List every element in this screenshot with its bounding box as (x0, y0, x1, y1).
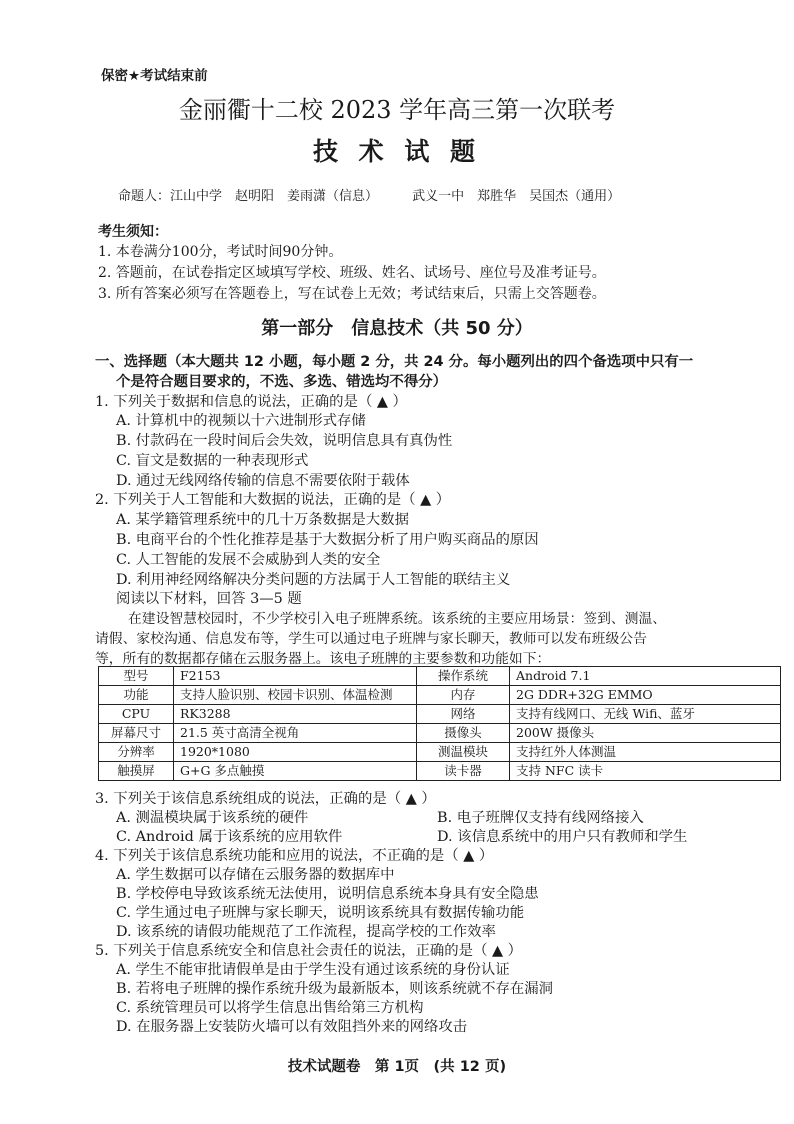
table-cell: 支持有线网口、无线 Wifi、蓝牙 (510, 705, 781, 724)
notice-heading: 考生须知： (98, 224, 168, 240)
table-row (99, 762, 781, 781)
table-row (99, 705, 781, 724)
table-cell: 摄像头 (417, 724, 510, 743)
table-cell: G+G 多点触摸 (174, 762, 417, 781)
table-cell: RK3288 (174, 705, 417, 724)
option-a: A. 测温模块属于该系统的硬件 (116, 810, 309, 826)
option-a: A. 计算机中的视频以十六进制形式存储 (116, 413, 366, 429)
option-b: B. 若将电子班牌的操作系统升级为最新版本，则该系统就不存在漏洞 (116, 981, 554, 997)
exam-subtitle: 技 术 试 题 (312, 137, 482, 166)
part-title: 第一部分 信息技术（共 50 分） (261, 318, 533, 339)
table-cell: 21.5 英寸高清全视角 (174, 724, 417, 743)
table-cell: 支持人脸识别、校园卡识别、体温检测 (174, 686, 417, 705)
option-d: D. 该系统的请假功能规范了工作流程，提高学校的工作效率 (116, 924, 496, 940)
table-cell: 支持 NFC 读卡 (510, 762, 781, 781)
table-cell: 测温模块 (417, 743, 510, 762)
question-stem: 2. 下列关于人工智能和大数据的说法，正确的是（ ▲ ） (95, 492, 451, 508)
notice-item: 3. 所有答案必须写在答题卷上，写在试卷上无效；考试结束后，只需上交答题卷。 (98, 286, 606, 302)
option-c: C. 学生通过电子班牌与家长聊天，说明该系统具有数据传输功能 (116, 905, 525, 921)
option-b: B. 学校停电导致该系统无法使用，说明信息系统本身具有安全隐患 (116, 886, 539, 902)
table-cell: 操作系统 (417, 667, 510, 686)
authors-line (118, 185, 620, 204)
option-d: D. 该信息系统中的用户只有教师和学生 (437, 829, 688, 845)
page-footer: 技术试题卷 第 1页 (共 12 页) (287, 1059, 507, 1075)
authors-general: 武义一中 郑胜华 吴国杰（通用） (412, 189, 621, 204)
table-cell: 触摸屏 (99, 762, 174, 781)
table-row (99, 667, 781, 686)
question-stem: 1. 下列关于数据和信息的说法，正确的是（ ▲ ） (95, 394, 407, 410)
option-a: A. 学生不能审批请假单是由于学生没有通过该系统的身份认证 (116, 962, 510, 978)
material-paragraph: 在建设智慧校园时，不少学校引入电子班牌系统。该系统的主要应用场景：签到、测温、 (128, 611, 667, 627)
exam-title: 金丽衢十二校 2023 学年高三第一次联考 (178, 96, 616, 124)
table-cell: 2G DDR+32G EMMO (510, 686, 781, 705)
table-row (99, 724, 781, 743)
table-cell: 分辨率 (99, 743, 174, 762)
material-paragraph: 等，所有的数据都存储在云服务器上。该电子班牌的主要参数和功能如下： (95, 651, 551, 667)
authors-info: 命题人：江山中学 赵明阳 姜雨潇（信息） (118, 189, 379, 204)
table-cell: 读卡器 (417, 762, 510, 781)
option-a: A. 学生数据可以存储在云服务器的数据库中 (116, 867, 395, 883)
material-paragraph: 请假、家校沟通、信息发布等，学生可以通过电子班牌与家长聊天，教师可以发布班级公告 (95, 631, 647, 647)
table-cell: 支持红外人体测温 (510, 743, 781, 762)
option-d: D. 在服务器上安装防火墙可以有效阻挡外来的网络攻击 (116, 1019, 468, 1035)
notice-item: 2. 答题前，在试卷指定区域填写学校、班级、姓名、试场号、座位号及准考证号。 (98, 265, 606, 281)
section-heading-cont: 个是符合题目要求的，不选、多选、错选均不得分） (116, 374, 447, 390)
table-cell: 1920*1080 (174, 743, 417, 762)
material-intro: 阅读以下材料，回答 3—5 题 (116, 591, 302, 607)
notice-item: 1. 本卷满分100分，考试时间90分钟。 (98, 244, 343, 260)
option-b: B. 电商平台的个性化推荐是基于大数据分析了用户购买商品的原因 (116, 532, 539, 548)
table-cell: CPU (99, 705, 174, 724)
table-cell: 网络 (417, 705, 510, 724)
question-stem: 5. 下列关于信息系统安全和信息社会责任的说法，正确的是（ ▲ ） (95, 943, 523, 959)
table-row (99, 686, 781, 705)
table-row (99, 743, 781, 762)
table-cell: 屏幕尺寸 (99, 724, 174, 743)
option-d: D. 通过无线网络传输的信息不需要依附于载体 (116, 473, 410, 489)
table-cell: 200W 摄像头 (510, 724, 781, 743)
question-stem: 3. 下列关于该信息系统组成的说法，正确的是（ ▲ ） (95, 791, 436, 807)
option-b: B. 付款码在一段时间后会失效，说明信息具有真伪性 (116, 433, 453, 449)
spec-table (98, 666, 781, 781)
option-a: A. 某学籍管理系统中的几十万条数据是大数据 (116, 512, 409, 528)
table-cell: 功能 (99, 686, 174, 705)
confidential-label: 保密★考试结束前 (101, 68, 208, 84)
option-b: B. 电子班牌仅支持有线网络接入 (437, 810, 644, 826)
table-cell: Android 7.1 (510, 667, 781, 686)
option-c: C. 盲文是数据的一种表现形式 (116, 453, 309, 469)
option-c: C. 人工智能的发展不会威胁到人类的安全 (116, 552, 381, 568)
table-cell: 型号 (99, 667, 174, 686)
option-d: D. 利用神经网络解决分类问题的方法属于人工智能的联结主义 (116, 572, 511, 588)
table-cell: F2153 (174, 667, 417, 686)
option-c: C. Android 属于该系统的应用软件 (116, 829, 343, 845)
question-stem: 4. 下列关于该信息系统功能和应用的说法，不正确的是（ ▲ ） (95, 848, 494, 864)
section-heading: 一、选择题（本大题共 12 小题，每小题 2 分，共 24 分。每小题列出的四个备选项中只有一 (95, 354, 694, 370)
option-c: C. 系统管理员可以将学生信息出售给第三方机构 (116, 1000, 424, 1016)
table-cell: 内存 (417, 686, 510, 705)
